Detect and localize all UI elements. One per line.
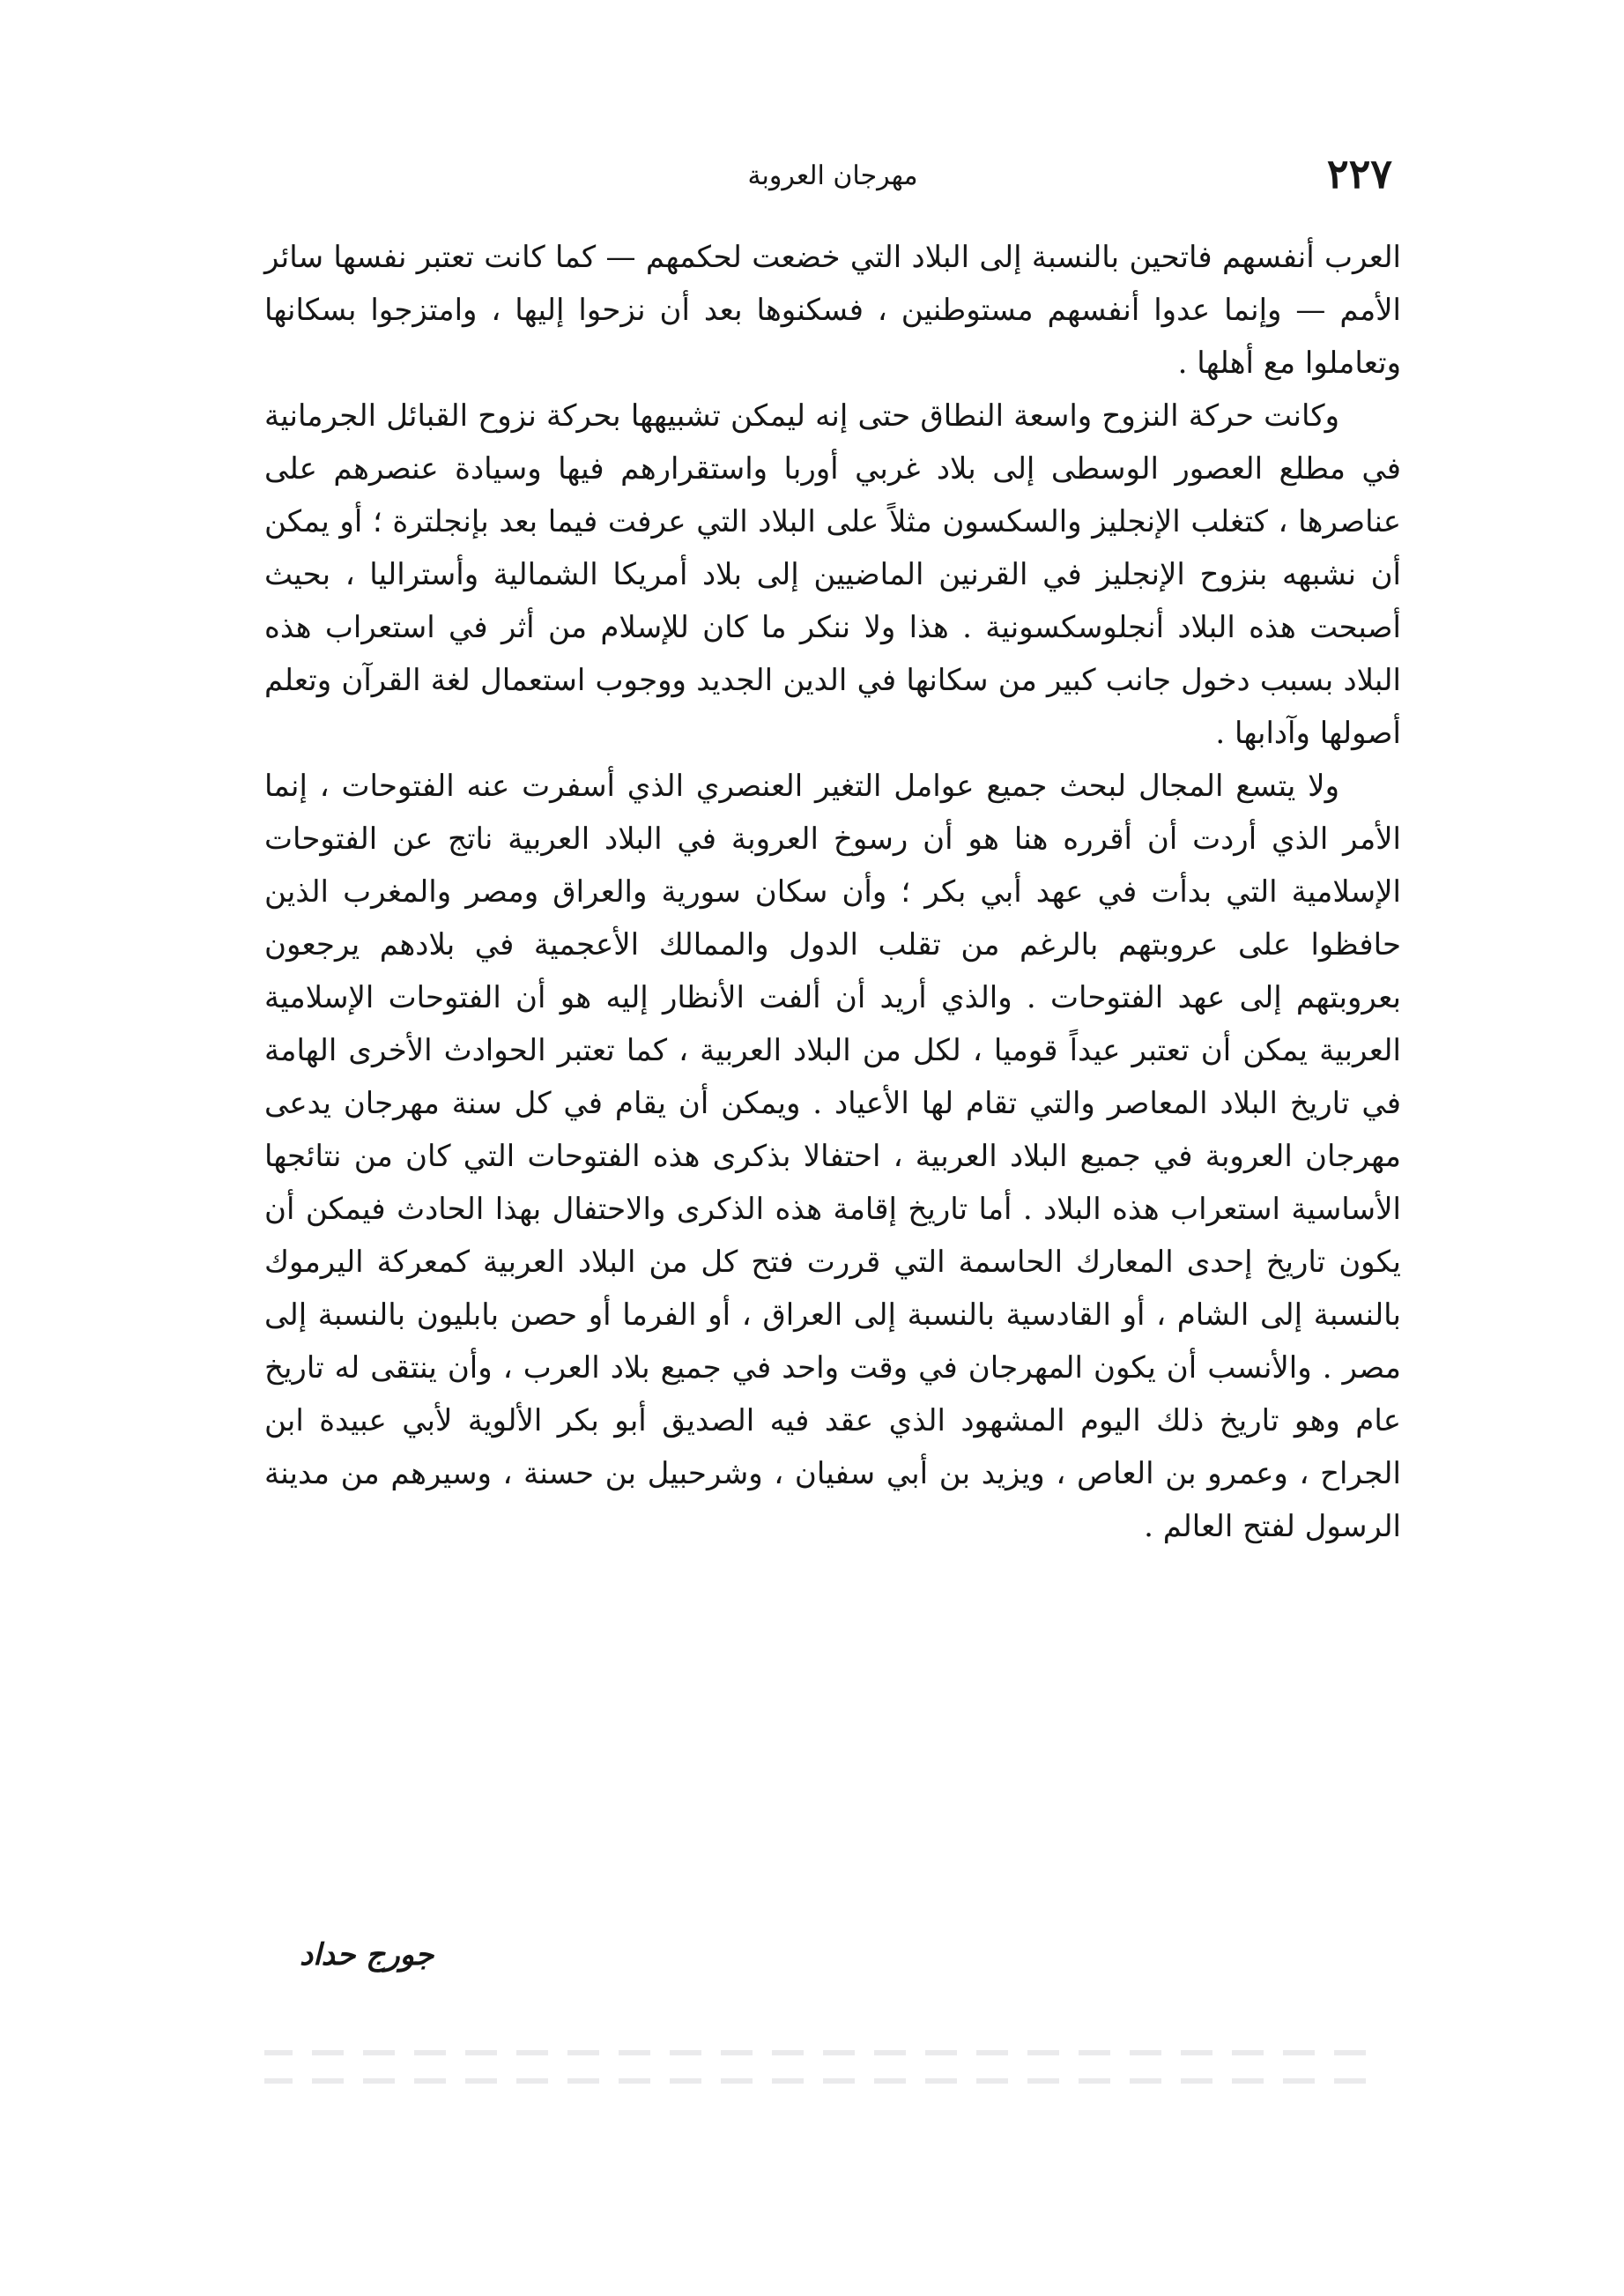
article-body [264,231,1401,1553]
show-through-bleed [264,2027,1366,2133]
page-header [273,150,1392,203]
paragraph-continued: العرب أنفسهم فاتحين بالنسبة إلى البلاد التي خضعت لحكمهم — كما كانت تعتبر نفسها سائر الأمم — وإنما عدوا أنفسهم مستوطنين ، فسكنوها بعد أن نزحوا إليها ، وامتزجوا بسكانها وتعاملوا مع أهلها . [264,240,1401,381]
page-number: ٢٢٧ [1326,150,1392,197]
running-title: مهرجان العروبة [747,160,918,191]
author-signature: جورج حداد [300,1937,434,1973]
paragraph: ولا يتسع المجال لبحث جميع عوامل التغير العنصري الذي أسفرت عنه الفتوحات ، إنما الأمر الذي أردت أن أقرره هنا هو أن رسوخ العروبة في البلاد العربية ناتج عن الفتوحات الإسلامية التي بدأت في عهد أبي بكر ؛ وأن سكان سورية والعراق ومصر والمغرب الذين حافظوا على عروبتهم بالرغم من تقلب الدول والممالك الأعجمية في بلادهم يرجعون بعروبتهم إلى عهد الفتوحات . والذي أريد أن ألفت الأنظار إليه هو أن الفتوحات الإسلامية العربية يمكن أن تعتبر عيداً قوميا ، لكل من البلاد العربية ، كما تعتبر الحوادث الأخرى الهامة في تاريخ البلاد المعاصر والتي تقام لها الأعياد . ويمكن أن يقام في كل سنة مهرجان يدعى مهرجان العروبة في جميع البلاد العربية ، احتفالا بذكرى هذه الفتوحات التي كان من نتائجها الأساسية استعراب هذه البلاد . أما تاريخ إقامة هذه الذكرى والاحتفال بهذا الحادث فيمكن أن يكون تاريخ إحدى المعارك الحاسمة التي قررت فتح كل من البلاد العربية كمعركة اليرموك بالنسبة إلى الشام ، أو القادسية بالنسبة إلى العراق ، أو الفرما أو حصن بابليون بالنسبة إلى مصر . والأنسب أن يكون المهرجان في وقت واحد في جميع بلاد العرب ، وأن ينتقى له تاريخ عام وهو تاريخ ذلك اليوم المشهود الذي عقد فيه الصديق أبو بكر الألوية لأبي عبيدة ابن الجراح ، وعمرو بن العاص ، ويزيد بن أبي سفيان ، وشرحبيل بن حسنة ، وسيرهم من مدينة الرسول لفتح العالم . [264,769,1401,1544]
paragraph: وكانت حركة النزوح واسعة النطاق حتى إنه ليمكن تشبيهها بحركة نزوح القبائل الجرمانية في مطلع العصور الوسطى إلى بلاد غربي أوربا واستقرارهم فيها وسيادة عنصرهم على عناصرها ، كتغلب الإنجليز والسكسون مثلاً على البلاد التي عرفت فيما بعد بإنجلترة ؛ أو يمكن أن نشبهه بنزوح الإنجليز في القرنين الماضيين إلى بلاد أمريكا الشمالية وأستراليا ، بحيث أصبحت هذه البلاد أنجلوسكسونية . هذا ولا ننكر ما كان للإسلام من أثر في استعراب هذه البلاد بسبب دخول جانب كبير من سكانها في الدين الجديد ووجوب استعمال لغة القرآن وتعلم أصولها وآدابها . [264,398,1401,751]
